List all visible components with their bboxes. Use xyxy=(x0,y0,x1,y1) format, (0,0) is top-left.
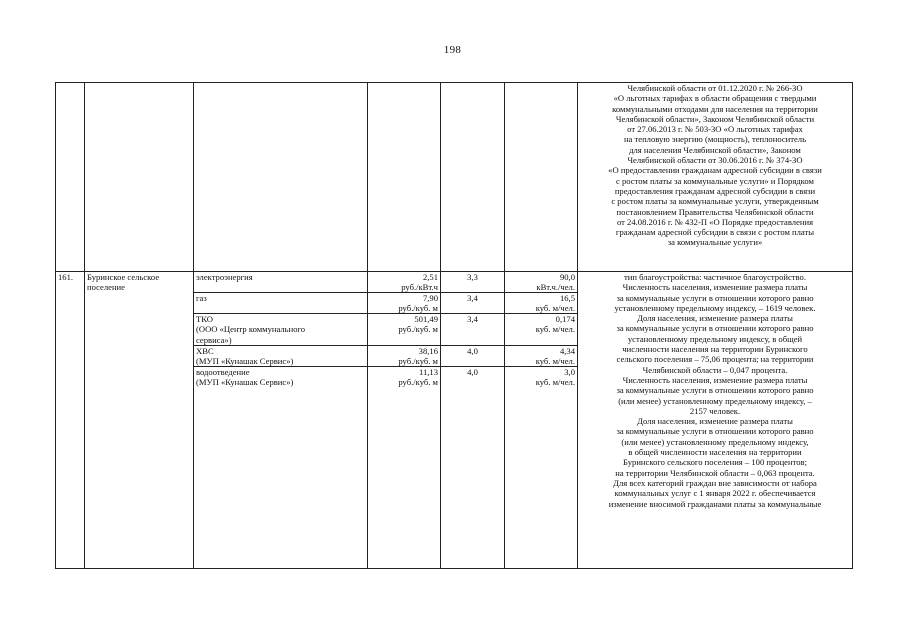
volume-cell xyxy=(505,272,578,569)
text-line: на территории Челябинской области – 0,063 процента. xyxy=(615,467,815,478)
text-line: от 27.06.2013 г. № 503-ЗО «О льготных тарифах xyxy=(627,124,803,135)
service-name: ХВС xyxy=(196,346,214,356)
row-number: 161. xyxy=(56,272,85,569)
growth-index: 4,0 xyxy=(467,367,478,377)
growth-index: 4,0 xyxy=(441,346,504,367)
services-cell xyxy=(194,272,368,569)
growth-index: 3,4 xyxy=(441,293,504,314)
text-line: для населения Челябинской области», Законом xyxy=(629,144,801,155)
volume-unit: куб. м/чел. xyxy=(535,303,575,314)
text-line: за коммунальные услуги в отношении которого равно xyxy=(616,292,814,303)
service-name: газ xyxy=(196,293,207,303)
tariff-value xyxy=(368,272,440,293)
service-name: водоотведение xyxy=(196,367,250,377)
text-line: сельского поселения – 75,06 процента; на территории xyxy=(616,354,814,365)
text-line: гражданам адресной субсидии в связи с ростом платы xyxy=(615,227,815,238)
tariff-unit: руб./кВт.ч xyxy=(401,282,438,293)
volume-amount: 16,5 xyxy=(559,293,575,303)
text-line: Челябинской области от 01.12.2020 г. № 266-ЗО xyxy=(627,83,803,93)
tariff-unit: руб./куб. м xyxy=(398,324,438,335)
cell-empty xyxy=(85,83,194,272)
service-cold-water xyxy=(194,346,367,367)
text-line: Буринского сельского поселения – 100 процентов; xyxy=(623,457,807,468)
volume-unit: куб. м/чел. xyxy=(535,324,575,335)
tariff-unit: руб./куб. м xyxy=(398,356,438,367)
text-line: на тепловую энергию (мощность), теплоноситель xyxy=(623,134,807,145)
population-description-cell xyxy=(578,272,853,569)
text-line: Доля населения, изменение размера платы xyxy=(637,313,793,324)
text-line: за коммунальные услуги в отношении которого равно xyxy=(616,426,814,437)
text-line: Численность населения, изменение размера платы xyxy=(622,374,808,385)
tariff-amount: 11,13 xyxy=(418,367,438,377)
text-line: за коммунальные услуги в отношении которого равно xyxy=(616,385,814,396)
text-line: численности населения на территории Буринского xyxy=(622,344,808,355)
text-line: Для всех категорий граждан вне зависимости от набора xyxy=(613,477,817,488)
cell-empty xyxy=(505,83,578,272)
tariff-amount: 7,90 xyxy=(422,293,438,303)
text-line: за коммунальные услуги в отношении которого равно xyxy=(616,323,814,334)
consumption-volume xyxy=(505,367,577,389)
index-cell xyxy=(441,272,505,569)
service-sewerage xyxy=(194,367,367,389)
tariff-amount: 2,51 xyxy=(422,272,438,282)
text-line: Челябинской области – 0,047 процента. xyxy=(642,364,788,375)
volume-amount: 3,0 xyxy=(564,367,575,377)
legal-basis-cell xyxy=(578,83,853,272)
growth-index: 3,3 xyxy=(441,272,504,293)
service-name: электроэнергия xyxy=(196,272,253,282)
text-line: Челябинской области от 30.06.2016 г. № 374-ЗО xyxy=(627,155,803,166)
text-line: за коммунальные услуги» xyxy=(667,237,763,248)
text-line: коммунальных услуг с 1 января 2022 г. обеспечивается xyxy=(614,488,816,499)
text-line: постановлением Правительства Челябинской области xyxy=(616,206,814,217)
text-line: коммунальными отходами для населения на территории xyxy=(612,103,818,114)
volume-unit: куб. м/чел. xyxy=(535,377,575,388)
cell-empty xyxy=(56,83,85,272)
text-line: предоставления гражданам адресной субсидии в связи xyxy=(614,185,816,196)
tariff-table xyxy=(55,82,853,569)
volume-amount: 4,34 xyxy=(559,346,575,356)
cell-empty xyxy=(441,83,505,272)
volume-unit: куб. м/чел. xyxy=(535,356,575,367)
volume-amount: 0,174 xyxy=(555,314,575,324)
consumption-volume xyxy=(505,293,577,314)
volume-unit: кВт.ч./чел. xyxy=(536,282,575,293)
text-line: Челябинской области», Законом Челябинской области xyxy=(615,113,815,124)
service-provider: (ООО «Центр коммунального xyxy=(196,324,306,335)
tariff-value xyxy=(368,346,440,367)
tariff-value xyxy=(368,367,440,389)
text-line: Численность населения, изменение размера платы xyxy=(622,282,808,293)
service-name: ТКО xyxy=(196,314,213,324)
tariff-amount: 501,49 xyxy=(414,314,438,324)
table-row-161 xyxy=(56,272,853,569)
cell-empty xyxy=(368,83,441,272)
text-line: в общей численности населения на территории xyxy=(628,447,802,458)
tariff-amount: 38,16 xyxy=(418,346,438,356)
service-provider: (МУП «Кунашак Сервис») xyxy=(196,356,294,367)
service-gas xyxy=(194,293,367,314)
consumption-volume xyxy=(505,314,577,346)
tariffs-cell xyxy=(368,272,441,569)
settlement-name: Буринское сельское поселение xyxy=(85,272,194,569)
text-line: «О льготных тарифах в области обращения с твердыми xyxy=(613,93,817,104)
text-line: «О предоставлении гражданам адресной субсидии в связи xyxy=(608,165,822,176)
page-number: 198 xyxy=(443,44,462,56)
tariff-unit: руб./куб. м xyxy=(398,303,438,314)
text-line: установленному предельному индексу, в общей xyxy=(627,333,803,344)
growth-index: 3,4 xyxy=(441,314,504,346)
text-line: (или менее) установленному предельному индексу, xyxy=(621,436,809,447)
service-waste xyxy=(194,314,367,346)
tariff-unit: руб./куб. м xyxy=(398,377,438,388)
text-line: от 24.08.2016 г. № 432-П «О Порядке предоставления xyxy=(616,216,814,227)
text-line: изменение вносимой гражданами платы за коммунальные xyxy=(608,498,822,509)
text-line: (или менее) установленному предельному индексу, – xyxy=(618,395,812,406)
service-provider: (МУП «Кунашак Сервис») xyxy=(196,377,294,388)
cell-empty xyxy=(194,83,368,272)
service-provider: сервиса») xyxy=(196,334,232,345)
consumption-volume xyxy=(505,272,577,293)
table-row-continuation xyxy=(56,83,853,272)
text-line: с ростом платы за коммунальные услуги, утвержденным xyxy=(611,196,819,207)
service-electricity xyxy=(194,272,367,293)
text-line: 2157 человек. xyxy=(689,405,741,416)
text-line: установленному предельному индексу, – 1619 человек. xyxy=(614,302,816,313)
consumption-volume xyxy=(505,346,577,367)
volume-amount: 90,0 xyxy=(559,272,575,282)
text-line: тип благоустройства: частичное благоустройство. xyxy=(624,272,806,282)
text-line: Доля населения, изменение размера платы xyxy=(637,416,793,427)
text-line: с ростом платы за коммунальные услуги» и Порядком xyxy=(616,175,814,186)
tariff-value xyxy=(368,314,440,346)
tariff-value xyxy=(368,293,440,314)
